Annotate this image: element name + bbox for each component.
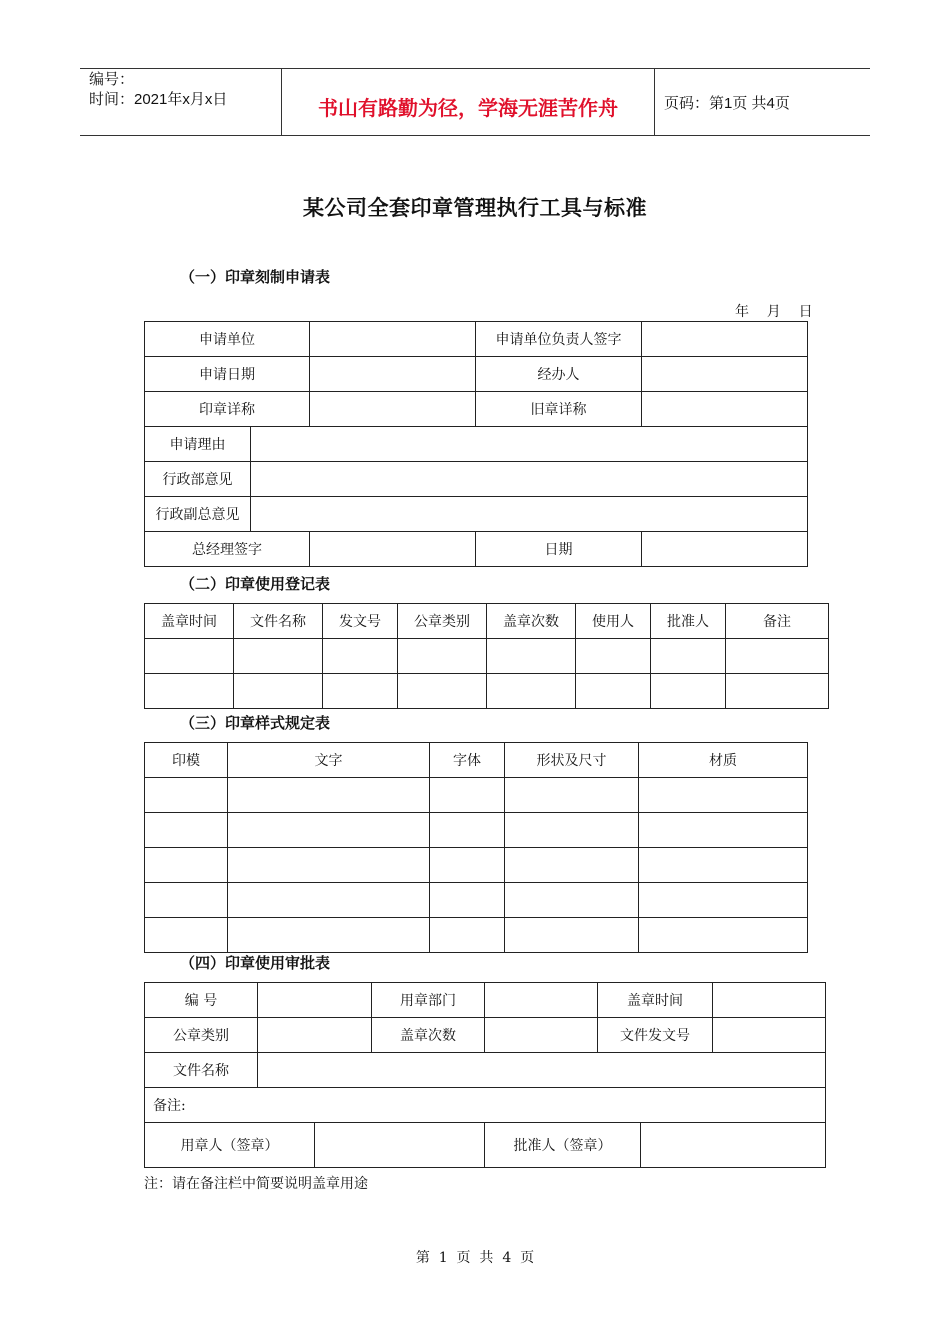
input-doc-number[interactable] bbox=[713, 1018, 826, 1053]
seal-approval-table bbox=[144, 982, 826, 1168]
col-remarks: 备注 bbox=[726, 604, 829, 639]
table-row bbox=[145, 392, 808, 427]
label-user-signature: 用章人（签章） bbox=[145, 1123, 315, 1168]
input-apply-date[interactable] bbox=[310, 357, 476, 392]
table-cell[interactable] bbox=[639, 848, 808, 883]
table-cell[interactable] bbox=[505, 778, 639, 813]
table-cell[interactable] bbox=[228, 778, 430, 813]
seal-application-table bbox=[144, 321, 808, 567]
seal-style-table bbox=[144, 742, 808, 953]
table-cell[interactable] bbox=[639, 778, 808, 813]
table-header-row bbox=[145, 604, 829, 639]
table-row bbox=[145, 639, 829, 674]
table-row bbox=[145, 848, 808, 883]
table-cell[interactable] bbox=[145, 883, 228, 918]
input-admin-opinion[interactable] bbox=[251, 462, 808, 497]
input-stamp-time[interactable] bbox=[713, 983, 826, 1018]
table-cell[interactable] bbox=[651, 674, 726, 709]
col-approver: 批准人 bbox=[651, 604, 726, 639]
table-cell[interactable] bbox=[639, 813, 808, 848]
input-using-department[interactable] bbox=[485, 983, 598, 1018]
table-row bbox=[145, 1053, 826, 1088]
section3-heading: （三）印章样式规定表 bbox=[180, 714, 331, 732]
label-seal-full-name: 印章详称 bbox=[145, 392, 310, 427]
label-date: 日期 bbox=[476, 532, 642, 567]
label-using-department: 用章部门 bbox=[372, 983, 485, 1018]
label-apply-reason: 申请理由 bbox=[145, 427, 251, 462]
input-date[interactable] bbox=[642, 532, 808, 567]
table-row bbox=[145, 983, 826, 1018]
table-cell[interactable] bbox=[576, 674, 651, 709]
col-seal-type: 公章类别 bbox=[398, 604, 487, 639]
table-row bbox=[145, 322, 808, 357]
table-cell[interactable] bbox=[398, 674, 487, 709]
header-motto: 书山有路勤为径，学海无涯苦作舟 bbox=[318, 96, 618, 120]
label-old-seal-name: 旧章详称 bbox=[476, 392, 642, 427]
table-row bbox=[145, 883, 808, 918]
input-seal-type[interactable] bbox=[258, 1018, 372, 1053]
table-cell[interactable] bbox=[145, 639, 234, 674]
table-cell[interactable] bbox=[234, 674, 323, 709]
label-gm-signature: 总经理签字 bbox=[145, 532, 310, 567]
table-cell[interactable] bbox=[323, 639, 398, 674]
input-number[interactable] bbox=[258, 983, 372, 1018]
table-header-row bbox=[145, 743, 808, 778]
header-bottom-rule bbox=[80, 135, 870, 136]
section4-note: 注：请在备注栏中简要说明盖章用途 bbox=[144, 1176, 368, 1192]
header-divider-right bbox=[654, 68, 655, 136]
label-stamp-time: 盖章时间 bbox=[598, 983, 713, 1018]
table-row bbox=[145, 462, 808, 497]
table-cell[interactable] bbox=[234, 639, 323, 674]
input-gm-signature[interactable] bbox=[310, 532, 476, 567]
label-admin-opinion: 行政部意见 bbox=[145, 462, 251, 497]
label-apply-date: 申请日期 bbox=[145, 357, 310, 392]
table-cell[interactable] bbox=[726, 639, 829, 674]
table-cell[interactable] bbox=[505, 848, 639, 883]
table-cell[interactable] bbox=[639, 883, 808, 918]
table-cell[interactable] bbox=[398, 639, 487, 674]
label-admin-vp-opinion: 行政副总意见 bbox=[145, 497, 251, 532]
header-number-label: 编号： bbox=[89, 71, 135, 88]
input-unit-head-signature[interactable] bbox=[642, 322, 808, 357]
input-user-signature[interactable] bbox=[315, 1123, 485, 1168]
header-top-rule bbox=[80, 68, 870, 69]
table-cell[interactable] bbox=[145, 674, 234, 709]
input-old-seal-name[interactable] bbox=[642, 392, 808, 427]
table-row bbox=[145, 532, 808, 567]
table-row bbox=[145, 1018, 826, 1053]
table-cell[interactable] bbox=[430, 778, 505, 813]
label-remarks[interactable]: 备注: bbox=[145, 1088, 826, 1123]
table-row bbox=[145, 813, 808, 848]
section2-heading: （二）印章使用登记表 bbox=[180, 575, 331, 593]
col-text: 文字 bbox=[228, 743, 430, 778]
table-cell[interactable] bbox=[430, 918, 505, 953]
table-cell[interactable] bbox=[430, 813, 505, 848]
label-applicant-unit: 申请单位 bbox=[145, 322, 310, 357]
col-stamp-time: 盖章时间 bbox=[145, 604, 234, 639]
table-cell[interactable] bbox=[145, 918, 228, 953]
table-cell[interactable] bbox=[726, 674, 829, 709]
table-cell[interactable] bbox=[487, 674, 576, 709]
table-cell[interactable] bbox=[487, 639, 576, 674]
document-title: 某公司全套印章管理执行工具与标准 bbox=[303, 196, 647, 220]
label-unit-head-signature: 申请单位负责人签字 bbox=[476, 322, 642, 357]
table-row bbox=[145, 427, 808, 462]
table-cell[interactable] bbox=[145, 813, 228, 848]
col-doc-number: 发文号 bbox=[323, 604, 398, 639]
input-apply-reason[interactable] bbox=[251, 427, 808, 462]
table-cell[interactable] bbox=[505, 883, 639, 918]
table-row bbox=[145, 778, 808, 813]
table-cell[interactable] bbox=[228, 848, 430, 883]
table-cell[interactable] bbox=[430, 848, 505, 883]
section4-heading: （四）印章使用审批表 bbox=[180, 954, 331, 972]
col-seal-mold: 印模 bbox=[145, 743, 228, 778]
table-cell[interactable] bbox=[228, 883, 430, 918]
table-cell[interactable] bbox=[145, 848, 228, 883]
table-cell[interactable] bbox=[505, 813, 639, 848]
seal-usage-register-table bbox=[144, 603, 829, 709]
table-cell[interactable] bbox=[430, 883, 505, 918]
label-stamp-count: 盖章次数 bbox=[372, 1018, 485, 1053]
table-row bbox=[145, 497, 808, 532]
input-seal-full-name[interactable] bbox=[310, 392, 476, 427]
table-cell[interactable] bbox=[145, 778, 228, 813]
table-row bbox=[145, 918, 808, 953]
table-cell[interactable] bbox=[228, 918, 430, 953]
table-row bbox=[145, 674, 829, 709]
col-shape-size: 形状及尺寸 bbox=[505, 743, 639, 778]
table-row bbox=[145, 357, 808, 392]
header-time-label: 时间：2021年x月x日 bbox=[89, 91, 228, 108]
input-applicant-unit[interactable] bbox=[310, 322, 476, 357]
table-cell[interactable] bbox=[323, 674, 398, 709]
table-cell[interactable] bbox=[505, 918, 639, 953]
table-cell[interactable] bbox=[639, 918, 808, 953]
label-approver-signature: 批准人（签章） bbox=[485, 1123, 641, 1168]
input-file-name[interactable] bbox=[258, 1053, 826, 1088]
header-page-info: 页码：第1页 共4页 bbox=[664, 95, 790, 112]
section1-date-line: 年 月 日 bbox=[735, 304, 813, 320]
col-stamp-count: 盖章次数 bbox=[487, 604, 576, 639]
input-approver-signature[interactable] bbox=[641, 1123, 826, 1168]
label-doc-number: 文件发文号 bbox=[598, 1018, 713, 1053]
label-number: 编 号 bbox=[145, 983, 258, 1018]
table-cell[interactable] bbox=[576, 639, 651, 674]
label-file-name: 文件名称 bbox=[145, 1053, 258, 1088]
section1-heading: （一）印章刻制申请表 bbox=[180, 268, 331, 286]
input-admin-vp-opinion[interactable] bbox=[251, 497, 808, 532]
input-handler[interactable] bbox=[642, 357, 808, 392]
page-footer: 第 1 页 共 4 页 bbox=[415, 1250, 535, 1266]
table-cell[interactable] bbox=[651, 639, 726, 674]
col-user: 使用人 bbox=[576, 604, 651, 639]
table-row bbox=[145, 1088, 826, 1123]
table-row bbox=[145, 1123, 826, 1168]
input-stamp-count[interactable] bbox=[485, 1018, 598, 1053]
label-seal-type: 公章类别 bbox=[145, 1018, 258, 1053]
col-font: 字体 bbox=[430, 743, 505, 778]
col-file-name: 文件名称 bbox=[234, 604, 323, 639]
label-handler: 经办人 bbox=[476, 357, 642, 392]
table-cell[interactable] bbox=[228, 813, 430, 848]
col-material: 材质 bbox=[639, 743, 808, 778]
